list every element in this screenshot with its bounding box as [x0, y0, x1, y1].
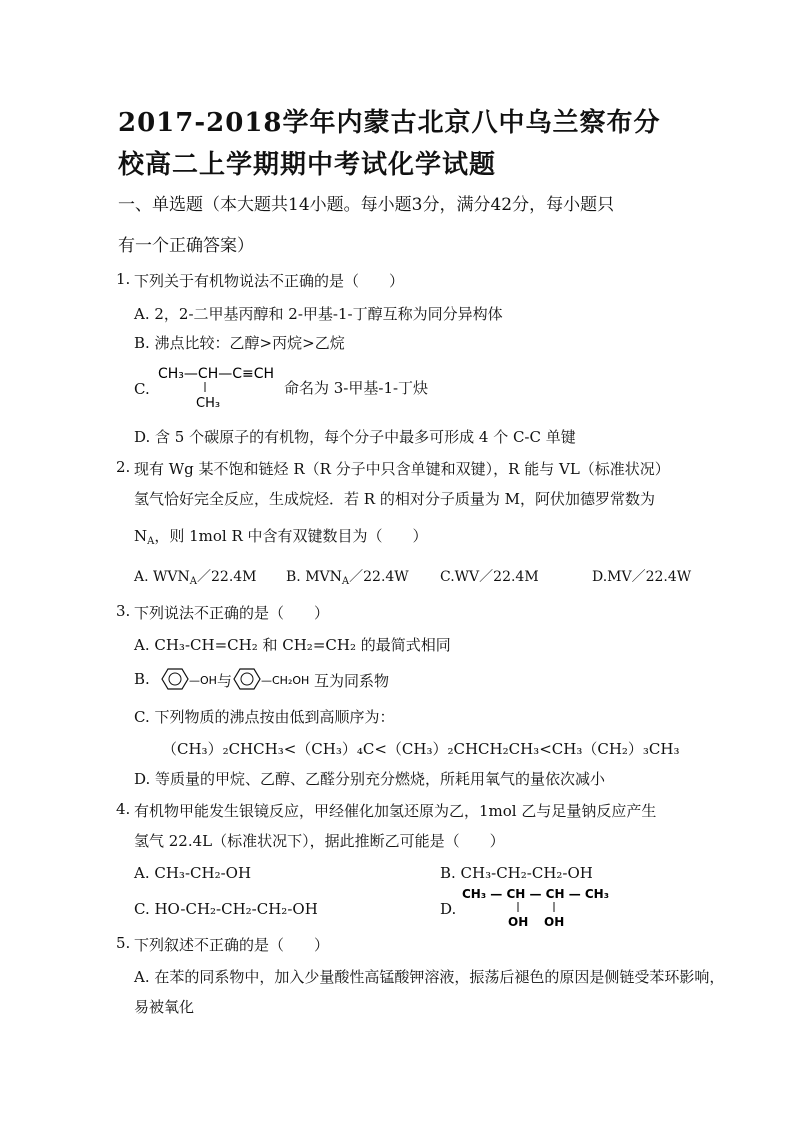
option-c: C.WV／22.4M: [440, 569, 539, 585]
exam-title-line1: 2017-2018学年内蒙古北京八中乌兰察布分: [118, 108, 661, 138]
option-c-label: C.: [134, 380, 150, 398]
question-stem-line3: $N_A$，则 1mol R 中含有双键数目为（ ）: [134, 527, 428, 547]
question-stem-line1: 有机物甲能发生银镜反应，甲经催化加氢还原为乙，1mol 乙与足量钠反应产生: [134, 802, 657, 820]
hydroxyl-group-1: OH: [508, 915, 529, 929]
formula-branch: CH₃: [196, 396, 221, 411]
benzene-ring-icon: [162, 669, 188, 689]
exam-title-line2: 校高二上学期期中考试化学试题: [118, 150, 497, 180]
option-d: D. 含 5 个碳原子的有机物，每个分子中最多可形成 4 个 C-C 单键: [134, 428, 576, 446]
question-stem: 下列叙述不正确的是（ ）: [134, 936, 330, 954]
section-heading-line2: 有一个正确答案）: [118, 236, 254, 256]
question-stem: 下列说法不正确的是（ ）: [134, 604, 330, 622]
option-d: D.MV／22.4W: [592, 569, 692, 585]
option-a: A. CH₃-CH₂-OH: [134, 864, 252, 882]
question-stem-line2: 氢气 22.4L（标准状况下），据此推断乙可能是（ ）: [134, 832, 505, 850]
option-b: B. CH₃-CH₂-CH₂-OH: [440, 864, 593, 882]
option-b: B. $MVN_A/22.4W$: [286, 569, 409, 587]
option-a: A. $WVN_A/22.4M$: [134, 569, 257, 587]
formula-main-chain: CH₃ — CH — CH — CH₃: [462, 887, 609, 901]
option-b-connector: 与: [217, 672, 233, 690]
structural-formula-3-methyl-1-butyne: [158, 362, 288, 416]
option-c: C. HO-CH₂-CH₂-CH₂-OH: [134, 900, 318, 918]
question-stem-line1: 现有 Wg 某不饱和链烃 R（R 分子中只含单键和双键），R 能与 VL（标准状况）: [134, 460, 670, 478]
option-a-line2: 易被氧化: [134, 998, 195, 1016]
benzyl-alcohol-structure: [230, 664, 320, 698]
question-stem-line2: 氢气恰好完全反应，生成烷烃．若 R 的相对分子质量为 M，阿伏加德罗常数为: [134, 490, 655, 508]
option-d-label: D.: [440, 900, 457, 918]
question-number: 2.: [116, 458, 131, 476]
question-number: 1.: [116, 270, 131, 288]
hydroxyl-group-2: OH: [544, 915, 565, 929]
benzene-ring-icon: [234, 669, 260, 689]
hydroxymethyl-group: —CH₂OH: [261, 674, 310, 687]
option-d: D. 等质量的甲烷、乙醇、乙醛分别充分燃烧，所耗用氧气的量依次减小: [134, 770, 606, 788]
butanediol-structure: [462, 884, 622, 934]
option-b-text: 互为同系物: [314, 672, 390, 690]
option-c: C. 下列物质的沸点按由低到高顺序为：: [134, 708, 395, 726]
option-c-text: 命名为 3-甲基-1-丁炔: [284, 379, 429, 397]
option-a: A. CH₃-CH=CH₂ 和 CH₂=CH₂ 的最简式相同: [134, 636, 451, 654]
question-number: 4.: [116, 800, 131, 818]
option-a-line1: A. 在苯的同系物中，加入少量酸性高锰酸钾溶液，振荡后褪色的原因是侧链受苯环影响，: [134, 968, 725, 986]
question-number: 3.: [116, 602, 131, 620]
question-stem: 下列关于有机物说法不正确的是（ ）: [134, 272, 405, 290]
formula-main-chain: CH₃—CH—C≡CH: [158, 366, 275, 382]
section-heading-line1: 一、单选题（本大题共14小题。每小题3分，满分42分，每小题只: [118, 195, 615, 215]
option-b: B. 沸点比较：乙醇>丙烷>乙烷: [134, 334, 345, 352]
hydroxyl-group: —OH: [189, 674, 217, 687]
question-number: 5.: [116, 934, 131, 952]
boiling-point-order: （CH₃）₂CHCH₃<（CH₃）₄C<（CH₃）₂CHCH₂CH₃<CH₃（CH₂）₃CH₃: [162, 740, 680, 758]
option-a: A. 2，2-二甲基丙醇和 2-甲基-1-丁醇互称为同分异构体: [134, 305, 503, 323]
option-b-label: B.: [134, 670, 150, 688]
